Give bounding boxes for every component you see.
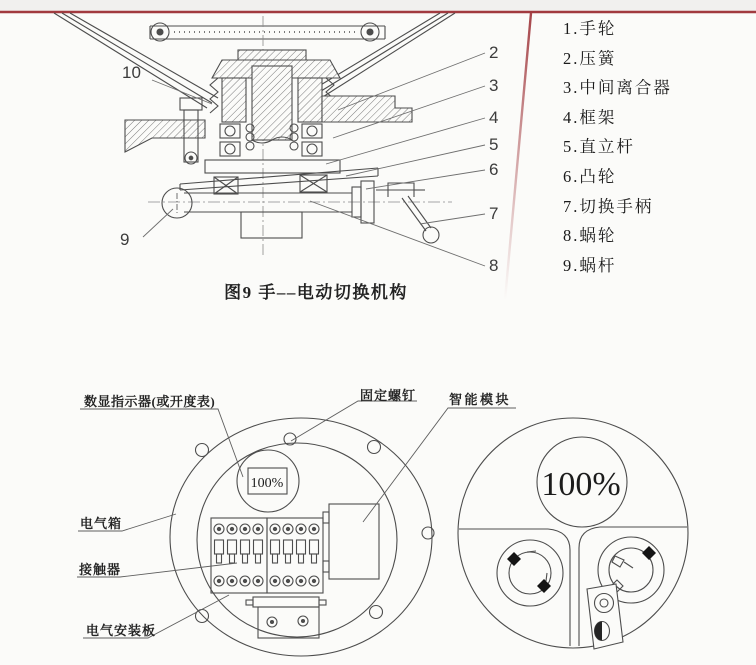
label-contactor: 接触器 — [79, 562, 122, 577]
cam-and-handle — [352, 181, 439, 243]
mounting-plate-bracket — [246, 597, 326, 638]
panel-display-percentage: 100% — [541, 466, 621, 503]
pressure-spring-seats — [214, 175, 327, 194]
callout-2: 2 — [489, 43, 499, 62]
panel-latch — [587, 584, 623, 649]
legend-item-9: 9.蜗杆 — [563, 255, 617, 275]
left-frame-flange — [125, 120, 205, 152]
smart-module-box — [323, 504, 379, 579]
display-percentage: 100% — [250, 476, 284, 491]
callout-8: 8 — [489, 256, 499, 275]
top-link-bar — [150, 23, 385, 41]
right-clutch-flange — [322, 96, 412, 122]
handwheel-hub — [210, 50, 340, 143]
legend-item-2: 2.压簧 — [563, 48, 617, 68]
label-electric-box: 电气箱 — [80, 516, 123, 531]
lower-housing — [241, 212, 302, 238]
callout-10: 10 — [122, 63, 141, 82]
panel-face-drawing — [458, 418, 688, 649]
legend-item-7: 7.切换手柄 — [563, 196, 654, 216]
box-label-leaders — [77, 401, 516, 638]
intermediate-clutch-lever — [180, 168, 378, 190]
carrier-plate — [205, 160, 340, 173]
callout-6: 6 — [489, 160, 499, 179]
box-flange — [170, 418, 432, 656]
figure9-caption: 图9 手––电动切换机构 — [224, 283, 408, 302]
label-fixing-screw: 固定螺钉 — [360, 388, 417, 403]
label-mounting-plate: 电气安装板 — [86, 623, 157, 638]
electric-box-drawing — [77, 401, 516, 656]
figure9-drawing — [54, 13, 485, 266]
callout-4: 4 — [489, 108, 499, 127]
panel-outline — [458, 418, 688, 648]
worm-shaft — [148, 188, 452, 218]
callout-5: 5 — [489, 135, 499, 154]
figure9-legend — [563, 14, 672, 280]
label-smart-module: 智能模块 — [449, 392, 512, 407]
legend-item-1: 1.手轮 — [563, 19, 617, 38]
legend-item-6: 6.凸轮 — [563, 166, 617, 186]
callout-9: 9 — [120, 230, 130, 249]
callout-7: 7 — [489, 204, 499, 223]
legend-item-8: 8.蜗轮 — [563, 226, 617, 246]
callout-3: 3 — [489, 76, 499, 95]
contactor-block — [211, 518, 323, 593]
legend-item-4: 4.框架 — [563, 107, 617, 127]
label-digital-indicator: 数显指示器(或开度表) — [84, 394, 216, 409]
legend-item-3: 3.中间离合器 — [563, 78, 672, 98]
legend-item-5: 5.直立杆 — [563, 137, 635, 157]
digital-display-window — [237, 450, 299, 512]
selector-knob-left — [497, 540, 563, 606]
